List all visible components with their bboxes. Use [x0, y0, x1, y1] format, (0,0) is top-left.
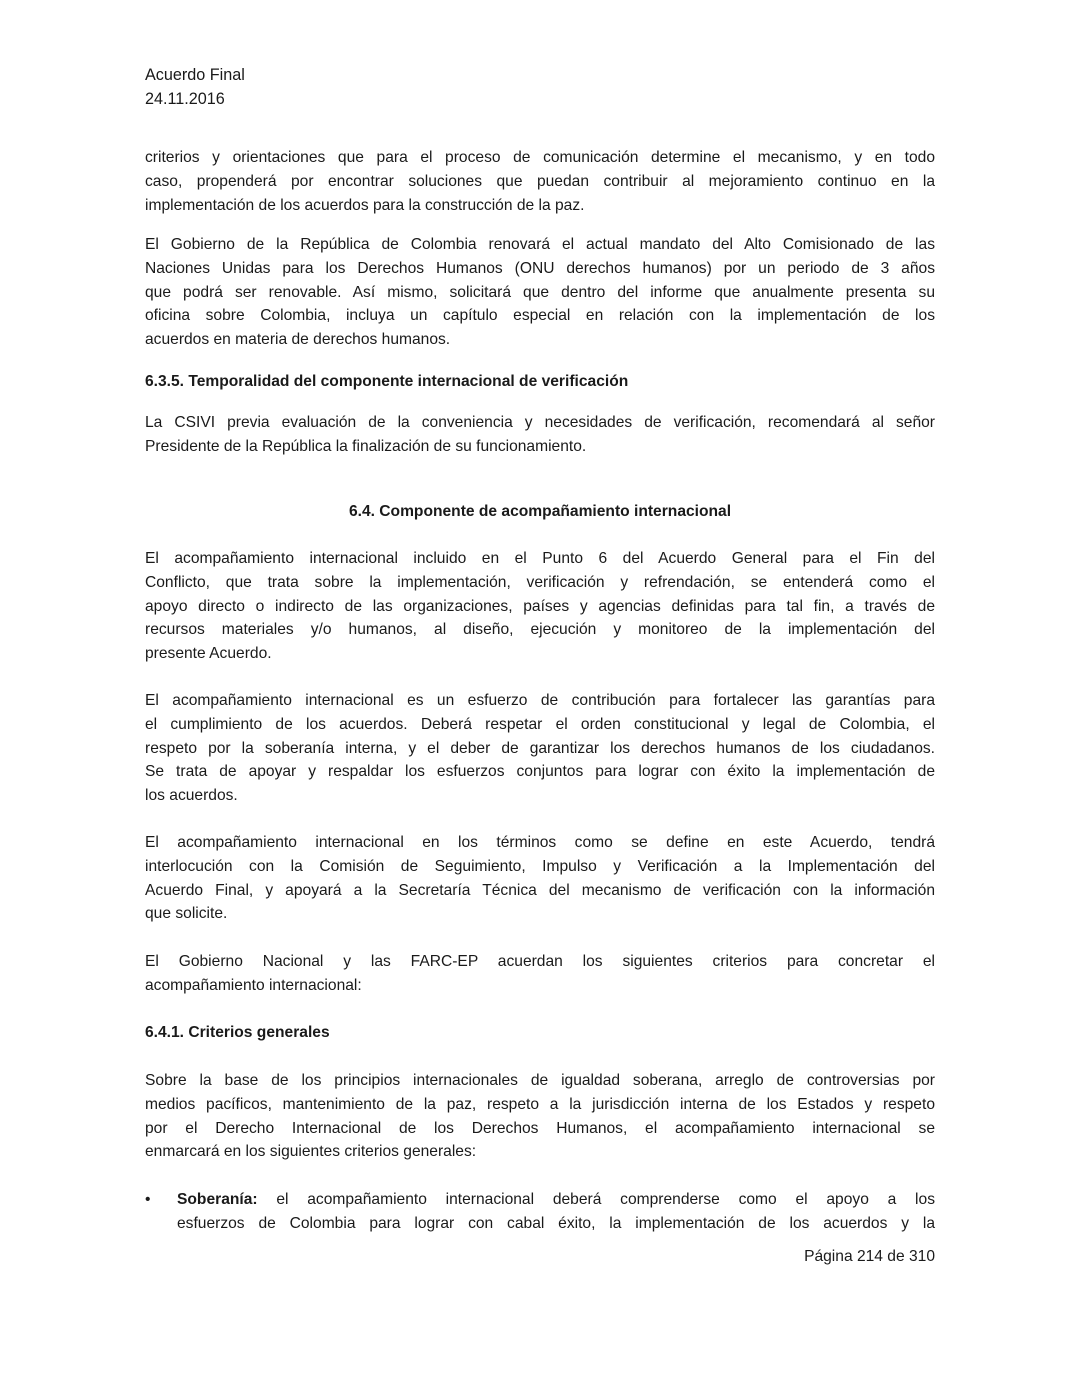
paragraph [145, 146, 935, 217]
paragraph [145, 950, 935, 998]
paragraph-line: implementación de los acuerdos para la construcción de la paz. [145, 196, 585, 214]
paragraph-line: Acuerdo Final, y apoyará a la Secretaría Técnica del mecanismo de verificación con la información [145, 881, 935, 899]
document-date: 24.11.2016 [145, 90, 225, 108]
paragraph-line: Sobre la base de los principios internacionales de igualdad soberana, arreglo de controversias por [145, 1072, 935, 1089]
paragraph-line: por el Derecho Internacional de los Derechos Humanos, el acompañamiento internacional se [145, 1119, 935, 1137]
paragraph-line: apoyo directo o indirecto de las organizaciones, países y agencias definidas para tal fin, a través de [145, 597, 935, 615]
section-heading-6-4-1: 6.4.1. Criterios generales [145, 1024, 330, 1041]
paragraph-line: el cumplimiento de los acuerdos. Deberá respetar el orden constitucional y legal de Colombia, el [145, 715, 935, 733]
paragraph-line: respeto por la soberanía interna, y el deber de garantizar los derechos humanos de los ciudadanos. [145, 739, 935, 757]
paragraph-line: El acompañamiento internacional en los términos como se define en este Acuerdo, tendrá [145, 834, 935, 851]
page-number: Página 214 de 310 [804, 1248, 935, 1265]
paragraph [145, 831, 935, 926]
paragraph-line: los acuerdos. [145, 787, 238, 805]
paragraph-line: que solicite. [145, 905, 228, 923]
bullet-text: el acompañamiento internacional deberá comprenderse como el apoyo a los [257, 1191, 935, 1208]
paragraph-line: La CSIVI previa evaluación de la conveniencia y necesidades de verificación, recomendará al señor [145, 414, 935, 431]
paragraph-line: Naciones Unidas para los Derechos Humanos (ONU derechos humanos) por un periodo de 3 años [145, 259, 935, 277]
bullet-line: esfuerzos de Colombia para lograr con cabal éxito, la implementación de los acuerdos y la [177, 1214, 935, 1232]
paragraph-line: criterios y orientaciones que para el proceso de comunicación determine el mecanismo, y en todo [145, 149, 935, 166]
paragraph-line: recursos materiales y/o humanos, al diseño, ejecución y monitoreo de la implementación del [145, 621, 935, 639]
bullet-icon: • [145, 1191, 151, 1208]
paragraph-line: enmarcará en los siguientes criterios generales: [145, 1143, 477, 1161]
document-title: Acuerdo Final [145, 66, 245, 84]
paragraph-line: El acompañamiento internacional es un esfuerzo de contribución para fortalecer las garantías para [145, 692, 935, 709]
paragraph [145, 1069, 935, 1164]
paragraph-line: Se trata de apoyar y respaldar los esfuerzos conjuntos para lograr con éxito la implementación de [145, 763, 935, 781]
paragraph-line: caso, propenderá por encontrar soluciones que puedan contribuir al mejoramiento continuo en la [145, 172, 935, 190]
paragraph-line: que podrá ser renovable. Así mismo, solicitará que dentro del informe que anualmente presenta su [145, 283, 935, 301]
paragraph-line: medios pacíficos, mantenimiento de la paz, respeto a la jurisdicción interna de los Estados y respeto [145, 1095, 935, 1113]
paragraph-line: acompañamiento internacional: [145, 976, 362, 994]
section-heading-6-4: 6.4. Componente de acompañamiento internacional [348, 503, 732, 520]
paragraph-line: interlocución con la Comisión de Seguimiento, Impulso y Verificación a la Implementación del [145, 857, 935, 875]
paragraph [145, 689, 935, 808]
bullet-line [177, 1188, 935, 1212]
section-heading-6-3-5: 6.3.5. Temporalidad del componente internacional de verificación [145, 373, 629, 390]
paragraph-line: oficina sobre Colombia, incluya un capítulo especial en relación con la implementación de los [145, 307, 935, 325]
paragraph-line: Presidente de la República la finalización de su funcionamiento. [145, 437, 587, 455]
paragraph-line: Conflicto, que trata sobre la implementación, verificación y refrendación, se entenderá como el [145, 573, 935, 591]
paragraph-line: El Gobierno de la República de Colombia renovará el actual mandato del Alto Comisionado de las [145, 236, 935, 253]
paragraph-line: acuerdos en materia de derechos humanos. [145, 331, 451, 349]
bullet-term: Soberanía: [177, 1191, 258, 1208]
paragraph-line: El Gobierno Nacional y las FARC-EP acuerdan los siguientes criterios para concretar el [145, 953, 935, 970]
paragraph-line: El acompañamiento internacional incluido en el Punto 6 del Acuerdo General para el Fin del [145, 550, 935, 567]
paragraph-line: presente Acuerdo. [145, 645, 272, 663]
paragraph [145, 233, 935, 352]
paragraph [145, 547, 935, 666]
paragraph [145, 411, 935, 459]
